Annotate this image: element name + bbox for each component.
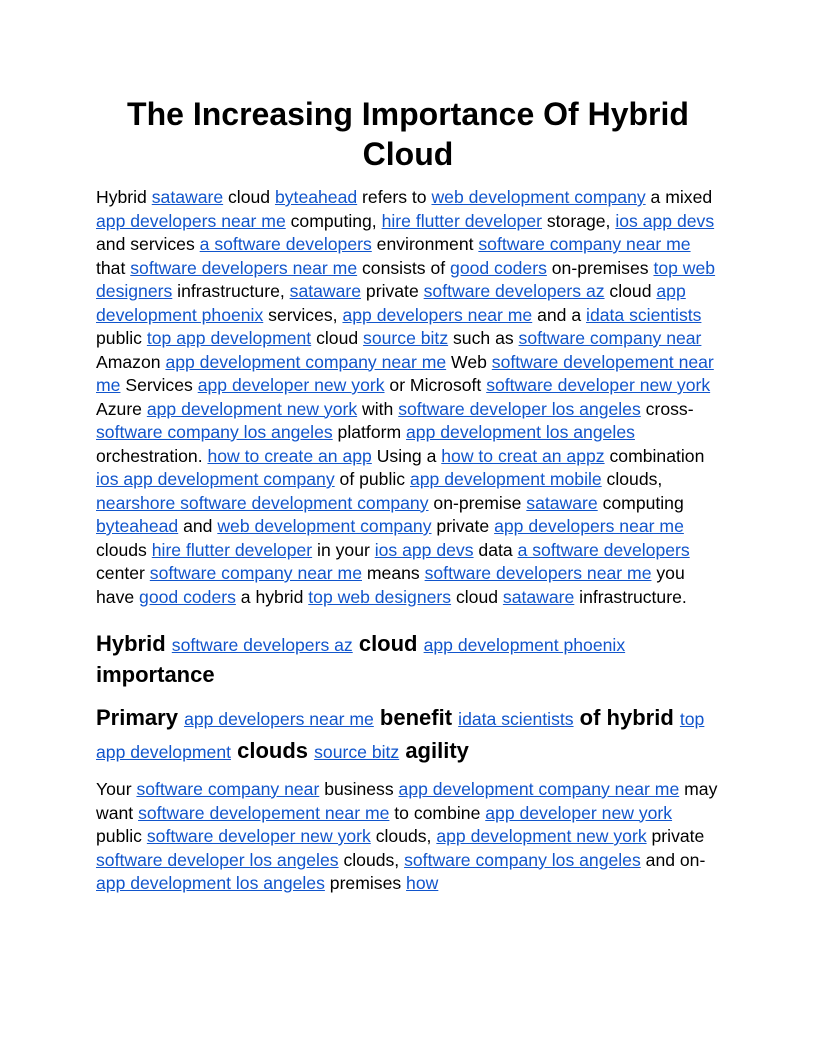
text-segment: with [357, 398, 399, 419]
section-heading-importance [96, 629, 720, 690]
text-segment: and [178, 516, 218, 536]
text-segment: private [646, 826, 705, 846]
text-segment: clouds, [338, 849, 405, 870]
text-segment: platform [332, 422, 407, 442]
text-segment: consists of [357, 257, 451, 278]
intro-paragraph [96, 186, 720, 609]
text-segment: storage, [541, 210, 616, 231]
text-link[interactable]: sataware [526, 492, 598, 513]
text-link[interactable]: app development phoenix [96, 281, 686, 325]
text-segment: business [319, 779, 399, 799]
text-link[interactable]: app development phoenix [423, 635, 626, 655]
text-link[interactable]: app developer new york [197, 375, 385, 395]
text-link[interactable]: software developer los angeles [398, 398, 641, 419]
text-segment: importance [96, 662, 215, 687]
text-segment: or Microsoft [384, 375, 487, 395]
text-link[interactable]: hire flutter developer [381, 210, 542, 231]
text-segment: public [96, 328, 147, 348]
text-link[interactable]: app development mobile [409, 469, 602, 489]
text-segment: Web [446, 351, 492, 372]
text-link[interactable]: app developers near me [342, 304, 533, 325]
text-segment: computing [597, 492, 684, 513]
text-segment: services, [263, 304, 343, 325]
text-segment: public [96, 826, 147, 846]
text-link[interactable]: software developers near me [424, 563, 652, 583]
text-segment: combination [604, 445, 705, 466]
text-segment: that [96, 257, 131, 278]
text-segment: cross- [640, 398, 694, 419]
text-link[interactable]: software developement near me [138, 802, 390, 823]
text-link[interactable]: software developer new york [486, 375, 711, 395]
text-segment: of hybrid [573, 705, 680, 730]
text-segment: Using a [371, 445, 442, 466]
text-segment: computing, [285, 210, 382, 231]
text-link[interactable]: nearshore software development company [96, 492, 429, 513]
text-link[interactable]: software developers near me [130, 257, 358, 278]
text-link[interactable]: software developers az [171, 635, 353, 655]
body-paragraph [96, 778, 720, 896]
text-link[interactable]: software company near [136, 779, 320, 799]
text-link[interactable]: software developers az [423, 281, 605, 301]
text-link[interactable]: app developer new york [485, 802, 673, 823]
text-link[interactable]: software developer los angeles [96, 849, 339, 870]
text-segment: environment [371, 234, 479, 254]
text-segment: benefit [373, 705, 459, 730]
text-link[interactable]: software company los angeles [404, 849, 641, 870]
text-segment: means [362, 563, 425, 583]
text-link[interactable]: byteahead [274, 187, 358, 207]
text-link[interactable]: web development company [431, 187, 646, 207]
text-segment: clouds [231, 738, 315, 763]
text-segment: on-premises [546, 257, 654, 278]
text-link[interactable]: ios app devs [374, 539, 474, 560]
text-link[interactable]: source bitz [363, 328, 449, 348]
text-segment: and on- [640, 849, 706, 870]
text-link[interactable]: ios app development company [96, 469, 335, 489]
text-segment: cloud [223, 187, 275, 207]
subheading-primary-benefit [96, 702, 720, 768]
text-link[interactable]: app development company near me [398, 779, 680, 799]
text-segment: a mixed [645, 187, 713, 207]
text-link[interactable]: software company near me [149, 563, 362, 583]
page-title: The Increasing Importance Of Hybrid Cloud [127, 96, 689, 172]
text-segment: Hybrid [96, 187, 152, 207]
text-segment: cloud [604, 281, 657, 301]
text-segment: Hybrid [96, 631, 172, 656]
text-link[interactable]: app developers near me [96, 210, 286, 231]
text-segment: Primary [96, 705, 185, 730]
text-link[interactable]: how [406, 873, 439, 893]
text-segment: you have [96, 563, 685, 607]
text-link[interactable]: idata scientists [586, 304, 702, 325]
text-segment: clouds, [601, 469, 663, 489]
text-segment: center [96, 563, 150, 583]
text-link[interactable]: sataware [289, 281, 362, 301]
text-link[interactable]: top app development [146, 328, 312, 348]
text-segment: orchestration. [96, 445, 208, 466]
text-link[interactable]: a software developers [199, 234, 372, 254]
text-segment: such as [448, 328, 519, 348]
text-segment: private [361, 281, 424, 301]
text-link[interactable]: sataware [151, 187, 224, 207]
text-link[interactable]: top web designers [96, 257, 716, 301]
text-link[interactable]: hire flutter developer [151, 539, 313, 560]
text-segment: private [431, 516, 495, 536]
text-link[interactable]: app development new york [436, 826, 647, 846]
text-segment: a hybrid [235, 586, 309, 607]
text-segment: cloud [451, 586, 503, 607]
text-segment: premises [324, 873, 407, 893]
text-segment: of public [334, 469, 410, 489]
text-link[interactable]: source bitz [314, 742, 400, 762]
text-link[interactable]: idata scientists [458, 709, 574, 729]
text-link[interactable]: good coders [139, 586, 236, 607]
text-link[interactable]: software developer new york [146, 826, 371, 846]
text-link[interactable]: top web designers [308, 586, 452, 607]
text-segment: clouds, [370, 826, 437, 846]
text-segment: and services [96, 234, 200, 254]
text-link[interactable]: app development los angeles [406, 422, 635, 442]
text-link[interactable]: web development company [217, 516, 432, 536]
text-link[interactable]: app developers near me [494, 516, 684, 536]
text-segment: to combine [389, 802, 486, 823]
text-segment: cloud [352, 631, 424, 656]
text-segment: agility [399, 738, 469, 763]
text-segment: Azure [96, 398, 147, 419]
text-link[interactable]: software company near [518, 328, 702, 348]
text-link[interactable]: top app development [96, 709, 705, 762]
text-link[interactable]: sataware [502, 586, 575, 607]
text-link[interactable]: good coders [450, 257, 547, 278]
text-segment: Amazon [96, 351, 166, 372]
text-link[interactable]: app development company near me [165, 351, 447, 372]
text-segment: in your [312, 539, 375, 560]
text-link[interactable]: software company los angeles [96, 422, 333, 442]
text-link[interactable]: software developement near me [96, 351, 714, 395]
text-link[interactable]: app developers near me [184, 709, 374, 729]
text-segment: on-premise [428, 492, 527, 513]
text-segment: may want [96, 779, 718, 823]
text-link[interactable]: byteahead [96, 516, 179, 536]
text-link[interactable]: app development new york [146, 398, 358, 419]
text-segment: infrastructure, [172, 281, 290, 301]
text-link[interactable]: how to create an app [207, 445, 372, 466]
text-segment: Your [96, 779, 137, 799]
text-segment: cloud [311, 328, 364, 348]
text-segment: clouds [96, 539, 152, 560]
text-segment: Services [120, 375, 198, 395]
text-segment: data [473, 539, 518, 560]
text-link[interactable]: software company near me [478, 234, 691, 254]
text-segment: infrastructure. [574, 586, 687, 607]
text-segment: and a [532, 304, 587, 325]
text-link[interactable]: how to creat an appz [441, 445, 605, 466]
text-link[interactable]: ios app devs [615, 210, 715, 231]
text-link[interactable]: app development los angeles [96, 873, 325, 893]
text-segment: refers to [357, 187, 432, 207]
text-link[interactable]: a software developers [517, 539, 690, 560]
